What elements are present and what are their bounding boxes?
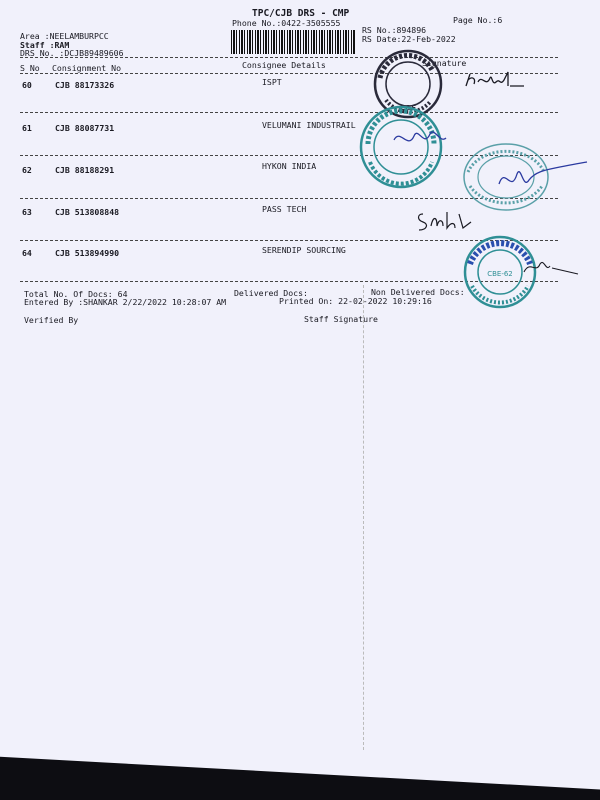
staff-signature: Staff Signature [304, 314, 378, 324]
col-signature: Signature [422, 58, 467, 68]
rs-number: RS No.:894896 [362, 25, 427, 35]
svg-text:CBE-62: CBE-62 [487, 270, 513, 278]
drs-number: DRS No. :DCJB89489606 [20, 48, 124, 58]
non-delivered-docs: Non Delivered Docs: [371, 287, 465, 297]
row-sno: 61 [22, 123, 32, 133]
row-consignee: VELUMANI INDUSTRAIL [262, 120, 356, 130]
row-consignment: CJB 513808848 [55, 207, 120, 217]
svg-text:C&E: C&E [399, 104, 417, 112]
row-consignee: ISPT [262, 77, 282, 87]
header-divider [20, 57, 558, 58]
area: Area :NEELAMBURPCC [20, 31, 109, 41]
row-consignment: CJB 88173326 [55, 80, 115, 90]
signature-pass-tech [415, 208, 475, 236]
entered-by: Entered By :SHANKAR 2/22/2022 10:28:07 AM [24, 297, 227, 307]
signature-serendip [520, 254, 580, 280]
printed-on: Printed On: 22-02-2022 10:29:16 [279, 296, 432, 306]
signature-velumani [390, 120, 450, 156]
signature-ispt [462, 68, 528, 94]
row-sno: 63 [22, 207, 32, 217]
scan-edge-shadow [0, 752, 600, 800]
row-consignment: CJB 88188291 [55, 165, 115, 175]
barcode [231, 30, 355, 54]
row-consignee: HYKON INDIA [262, 161, 317, 171]
delivered-docs: Delivered Docs: [234, 288, 308, 298]
phone-number: Phone No.:0422-3505555 [232, 18, 341, 28]
staff: Staff :RAM [20, 40, 70, 50]
document-title: TPC/CJB DRS - CMP [252, 8, 350, 19]
row-sno: 62 [22, 165, 32, 175]
col-consignee: Consignee Details [242, 60, 326, 70]
row-sno: 60 [22, 80, 32, 90]
signature-hykon [495, 160, 590, 200]
col-sno: S No [20, 63, 40, 73]
rs-date: RS Date:22-Feb-2022 [362, 34, 456, 44]
row-consignment: CJB 88087731 [55, 123, 115, 133]
page-number: Page No.:6 [453, 15, 503, 25]
vertical-guide [363, 285, 364, 750]
total-docs: Total No. Of Docs: 64 [24, 289, 128, 299]
row-divider [20, 112, 558, 113]
col-consignment: Consignment No [52, 63, 122, 73]
row-consignee: SERENDIP SOURCING [262, 245, 346, 255]
verified-by: Verified By [24, 315, 79, 325]
row-sno: 64 [22, 248, 32, 258]
row-consignee: PASS TECH [262, 204, 307, 214]
row-consignment: CJB 513894990 [55, 248, 120, 258]
